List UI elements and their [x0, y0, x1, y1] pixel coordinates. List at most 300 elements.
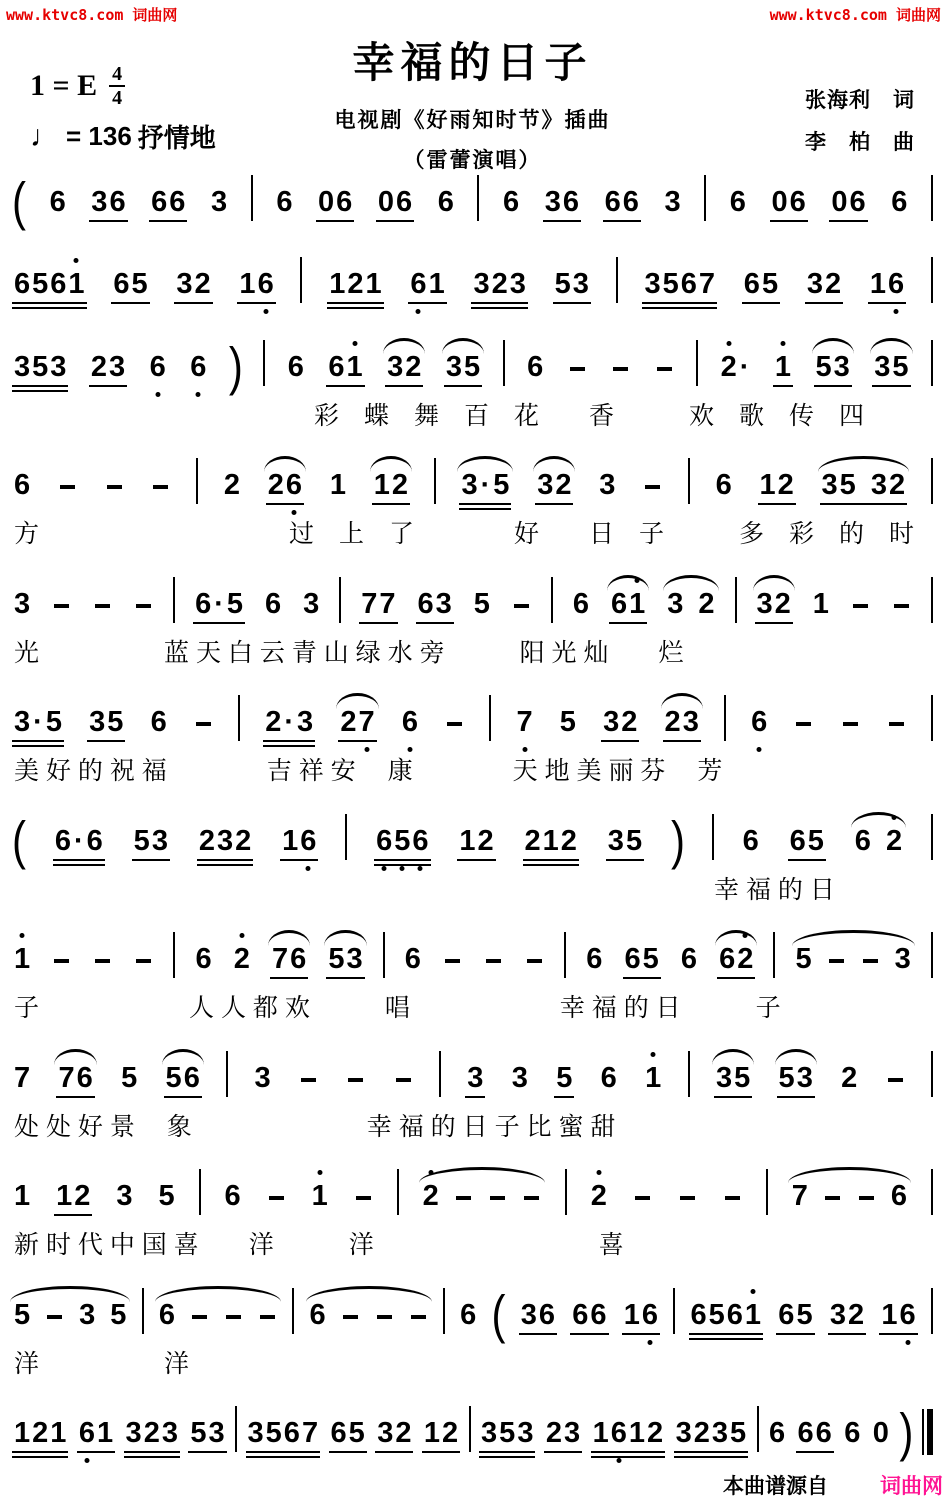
note-digit: 6 [54, 824, 71, 857]
octave-dot-above [20, 933, 25, 938]
barline [931, 1288, 933, 1334]
lyric-line: 洋 洋 [14, 1349, 190, 1378]
barline [704, 175, 706, 221]
note-group [308, 1285, 430, 1346]
note-digit: 2 [90, 350, 108, 383]
note-digit: 6 [195, 943, 212, 976]
beam-line [523, 864, 579, 866]
note-group [603, 172, 641, 233]
beam-line [149, 220, 187, 222]
note-group [274, 172, 294, 233]
duration-dash [54, 604, 69, 608]
barline [345, 814, 347, 860]
octave-dot-above [726, 341, 731, 346]
note-digit: 2 [647, 1416, 664, 1449]
note-group [114, 1166, 134, 1227]
note-digit: 6 [401, 708, 419, 737]
note-digit: 3 [796, 1061, 813, 1094]
barline [931, 932, 933, 978]
note-chars [604, 188, 640, 217]
note-digit: 7 [515, 708, 533, 737]
note-digit: 6 [49, 186, 66, 218]
note-group [132, 588, 155, 635]
note-chars [511, 1061, 529, 1094]
score-system-9 [8, 1048, 937, 1145]
note-group [327, 254, 383, 315]
note-chars [327, 945, 363, 974]
barline [292, 1288, 294, 1334]
note-chars [843, 1416, 861, 1449]
note-chars [821, 471, 907, 500]
octave-dot-below [84, 1458, 89, 1463]
lyric-line: 彩 蝶 舞 百 花 香 欢 歌 传 四 [14, 401, 865, 430]
beam-line [622, 1333, 660, 1335]
duration-dash [524, 1196, 539, 1200]
time-signature [109, 64, 125, 108]
note-group [188, 1403, 226, 1464]
note-digit: 2 [555, 469, 572, 502]
note-group [773, 337, 793, 398]
note-digit: 3 [829, 1298, 846, 1331]
note-digit: 6 [14, 268, 31, 301]
note-digit: 5 [892, 350, 909, 383]
note-group [280, 811, 318, 872]
duration-dash [843, 722, 858, 726]
note-digit: 6 [572, 1298, 589, 1331]
note-chars [729, 188, 747, 217]
note-digit: 5 [796, 1298, 813, 1331]
note-digit: 7 [271, 943, 289, 976]
note-chars [520, 1298, 556, 1331]
note-chars [610, 367, 631, 382]
note-digit: 6 [726, 1298, 743, 1331]
note-chars [663, 188, 681, 217]
note-chars [13, 708, 63, 737]
note-chars [643, 270, 716, 299]
note-chars [345, 1078, 366, 1093]
beam-line [329, 1451, 367, 1453]
note-digit: 2 [265, 706, 282, 739]
duration-dash [196, 722, 211, 726]
note-group [523, 811, 579, 872]
barline [931, 1051, 933, 1097]
note-digit: 6 [150, 706, 167, 739]
note-chars [869, 270, 905, 299]
note-digit: 2 [395, 1416, 412, 1449]
note-digit: 7 [791, 1180, 808, 1213]
duration-dash [796, 722, 811, 726]
note-chars [247, 1416, 320, 1449]
note-group [776, 1285, 814, 1346]
note-chars [806, 270, 842, 299]
beam-line [359, 622, 397, 624]
note-chars [524, 824, 578, 857]
barline [434, 458, 436, 504]
duration-dash [514, 604, 529, 608]
duration-dash [260, 1315, 275, 1319]
note-group [829, 172, 867, 233]
note-chars [327, 350, 363, 383]
note-chars [830, 188, 866, 217]
note-digit: 5 [708, 1298, 725, 1331]
note-group [889, 172, 909, 233]
key-tempo-block [30, 64, 216, 155]
note-group [662, 172, 682, 233]
beam-line [326, 385, 364, 387]
note-digit: 3 [517, 1416, 534, 1449]
note-group [12, 574, 32, 635]
duration-dash [153, 485, 168, 489]
note-group [519, 1285, 557, 1346]
note-group [53, 811, 105, 872]
note-digit: 2 [698, 587, 715, 620]
note-group [479, 1403, 535, 1464]
note-chars [742, 824, 760, 857]
note-digit: 6 [287, 350, 304, 383]
note-group [676, 1180, 699, 1227]
octave-dot-below [400, 866, 405, 871]
open-paren: ( [491, 1284, 506, 1344]
note-group [566, 351, 589, 398]
note-chars [353, 1196, 374, 1211]
note-digit: 1 [311, 1182, 329, 1211]
duration-dash [107, 485, 122, 489]
note-digit: 5 [807, 824, 824, 857]
note-digit: 2 [405, 350, 422, 383]
octave-dot-below [155, 392, 160, 397]
note-digit: 5 [45, 706, 62, 739]
note-group [458, 1285, 478, 1346]
song-subtitle: 电视剧《好雨知时节》插曲 [334, 109, 611, 132]
note-digit: 6 [151, 186, 168, 218]
barline [931, 257, 933, 303]
note-digit: 6 [750, 708, 768, 737]
note-digit: 1 [14, 1180, 31, 1213]
beam-line [12, 745, 64, 747]
note-digit: 1 [623, 1298, 640, 1331]
note-group [482, 943, 505, 990]
duration-dash [570, 367, 585, 371]
note-chars [275, 188, 293, 217]
note-group [403, 929, 423, 990]
note-digit: 6 [437, 186, 454, 218]
note-digit: 3 [833, 350, 850, 383]
tempo-value: = 136 [66, 121, 132, 151]
note-digit: 6 [404, 943, 421, 976]
note-digit: 3 [435, 587, 452, 620]
note-digit: 6 [622, 186, 639, 218]
octave-dot-below [382, 866, 387, 871]
note-chars [401, 708, 419, 737]
note-group [689, 1285, 764, 1346]
barline [673, 1288, 675, 1334]
note-digit: 1 [869, 268, 887, 301]
note-digit: 3 [125, 1416, 142, 1449]
note-group [653, 351, 676, 398]
barline [263, 340, 265, 386]
beam-line [385, 385, 423, 387]
beam-line [828, 1333, 866, 1335]
augmentation-dot: · [284, 706, 295, 739]
score-body [8, 172, 937, 1464]
note-chars [680, 945, 698, 974]
beam-line [87, 740, 125, 742]
note-digit: 2 [143, 1416, 160, 1449]
note-digit: 6 [797, 1416, 814, 1449]
note-digit: 6 [572, 587, 589, 620]
note-digit: 3 [467, 1061, 484, 1094]
note-digit: 3 [151, 824, 168, 857]
note-group [91, 943, 114, 990]
duration-dash [527, 959, 542, 963]
barline [724, 695, 726, 741]
note-chars [13, 350, 67, 383]
note-digit: 2 [693, 1416, 710, 1449]
note-chars [13, 1061, 31, 1094]
score-system-8 [8, 929, 937, 1026]
note-digit: 0 [831, 186, 848, 218]
beam-line [316, 220, 354, 222]
final-barline [922, 1409, 933, 1455]
score-system-3 [8, 337, 937, 434]
note-chars [13, 1416, 67, 1449]
note-group [12, 254, 87, 315]
note-chars [872, 1416, 890, 1449]
note-chars [233, 945, 251, 974]
score-system-12 [8, 1403, 937, 1464]
note-chars [445, 350, 481, 383]
note-chars [92, 959, 113, 974]
note-digit: 5 [226, 587, 244, 620]
note-chars [210, 188, 228, 217]
note-digit: 6 [624, 943, 641, 976]
note-digit: 3 [894, 943, 911, 976]
beam-line [164, 1096, 202, 1098]
note-chars [422, 1182, 542, 1211]
barline [226, 1051, 228, 1097]
note-chars [815, 350, 851, 383]
note-group [665, 574, 716, 635]
note-chars [13, 270, 86, 299]
note-chars [194, 587, 244, 620]
note-chars [13, 1182, 31, 1211]
note-chars [90, 350, 126, 383]
barline [616, 257, 618, 303]
beam-line [773, 385, 793, 387]
composer-credit: 李 柏 曲 [805, 131, 915, 154]
note-group [749, 692, 769, 753]
note-digit: 1 [644, 1064, 662, 1093]
key-signature [30, 64, 216, 108]
octave-dot-above [352, 341, 357, 346]
note-chars [158, 1298, 278, 1331]
beam-line [814, 385, 852, 387]
note-digit: 3 [176, 268, 193, 301]
beam-line [246, 1456, 321, 1458]
note-digit: 6 [417, 587, 434, 620]
credits-block [805, 80, 915, 164]
barline [503, 340, 505, 386]
note-chars [223, 471, 241, 500]
note-digit: 5 [158, 1180, 175, 1213]
beam-line [193, 622, 245, 624]
duration-dash [829, 959, 844, 963]
note-digit: 6 [411, 827, 429, 856]
note-digit: 1 [329, 469, 346, 502]
barline [397, 1169, 399, 1215]
note-chars [526, 350, 544, 383]
note-group [441, 943, 464, 990]
beam-line [12, 1456, 68, 1458]
note-chars [812, 587, 830, 620]
beam-line [263, 740, 315, 742]
augmentation-dot: · [33, 706, 43, 739]
beam-line [375, 1451, 413, 1453]
beam-line [416, 622, 454, 624]
note-digit: 5 [190, 1416, 207, 1449]
note-digit: 3 [216, 824, 234, 857]
beam-line [829, 220, 867, 222]
note-chars [590, 1182, 608, 1211]
note-group [674, 1403, 749, 1464]
note-digit: 2 [720, 353, 738, 382]
note-digit: 5 [131, 268, 148, 301]
barline [773, 932, 775, 978]
octave-dot-below [905, 1340, 910, 1345]
note-chars [644, 1061, 662, 1094]
octave-dot-below [306, 866, 311, 871]
lyric-line: 子 人 人 都 欢 唱 幸 福 的 日 子 [14, 994, 781, 1023]
beam-line [408, 302, 446, 304]
note-chars [880, 1298, 916, 1331]
note-group [310, 1166, 330, 1227]
beam-line [422, 1451, 460, 1453]
beam-line [523, 859, 579, 861]
duration-dash [613, 367, 628, 371]
note-chars [642, 485, 663, 500]
note-chars [115, 1182, 133, 1211]
note-digit: 6 [715, 469, 732, 502]
note-chars [442, 959, 463, 974]
note-group [392, 1062, 415, 1109]
beam-line [338, 740, 376, 742]
note-digit: 0 [771, 186, 788, 218]
beam-line [280, 859, 318, 861]
beam-line [246, 1451, 321, 1453]
note-group [554, 1048, 574, 1109]
note-digit: 3 [91, 186, 108, 218]
octave-dot-below [647, 1340, 652, 1345]
note-chars [339, 708, 375, 737]
beam-line [788, 859, 826, 861]
note-chars [266, 1196, 287, 1211]
note-group [328, 455, 348, 516]
note-digit: 1 [67, 270, 85, 299]
note-digit: 2 [545, 1416, 563, 1449]
note-chars [150, 485, 171, 500]
note-group [316, 172, 354, 233]
note-group [890, 588, 913, 635]
note-chars [57, 1061, 93, 1094]
note-chars [281, 824, 317, 857]
note-chars [607, 824, 643, 857]
note-group [374, 811, 430, 872]
note-digit: 3 [89, 706, 106, 739]
note-digit: 3 [254, 1061, 271, 1094]
note-digit: 6 [169, 186, 186, 218]
note-chars [417, 587, 453, 620]
beam-line [174, 302, 212, 304]
note-chars [555, 1061, 573, 1094]
note-digit: 1 [628, 590, 646, 619]
beam-line [53, 864, 105, 866]
note-chars [149, 350, 167, 383]
note-chars [677, 1196, 698, 1211]
note-chars [718, 945, 754, 974]
note-digit: 6 [330, 1416, 347, 1449]
note-digit: 7 [361, 587, 378, 620]
duration-dash [411, 1315, 426, 1319]
note-group [54, 1166, 92, 1227]
lyric-line: 幸 福 的 日 [14, 875, 835, 904]
note-chars [466, 1061, 484, 1094]
beam-line [12, 307, 87, 309]
note-chars [125, 1416, 179, 1449]
beam-line [197, 864, 253, 866]
note-digit: 5 [625, 824, 643, 857]
barline [251, 175, 253, 221]
note-group [642, 254, 717, 315]
note-chars [330, 1416, 366, 1449]
note-chars [195, 945, 213, 974]
octave-dot-below [364, 747, 369, 752]
duration-dash [859, 1196, 874, 1200]
note-chars [54, 824, 104, 857]
open-paren: ( [12, 810, 26, 870]
note-chars [592, 1416, 665, 1449]
note-digit: 3 [473, 268, 490, 301]
note-group [237, 254, 275, 315]
augmentation-dot: · [214, 587, 224, 620]
note-digit: 1 [881, 1298, 898, 1331]
note-chars [175, 270, 211, 299]
note-chars [57, 485, 78, 500]
duration-dash [445, 959, 460, 963]
time-signature-top: 4 [112, 63, 123, 85]
note-group [12, 337, 68, 398]
watermark-right: www.ktvc8.com 词曲网 [769, 6, 941, 24]
note-digit: 1 [774, 353, 792, 382]
score-system-1 [8, 172, 937, 233]
note-chars [253, 1061, 271, 1094]
tempo-marking [30, 118, 216, 155]
note-digit: 6 [586, 943, 603, 976]
note-group [209, 172, 229, 233]
beam-line [535, 503, 573, 505]
note-group [814, 337, 852, 398]
note-digit: 3 [297, 706, 314, 739]
beam-line [374, 864, 430, 866]
note-digit: 5 [778, 1061, 795, 1094]
beam-line [471, 302, 527, 304]
beam-line [879, 1333, 917, 1335]
note-digit: 3 [116, 1180, 133, 1213]
note-group [777, 1048, 815, 1109]
note-digit: 2 [590, 1182, 608, 1211]
note-digit: 2 [664, 706, 681, 739]
duration-dash [456, 1196, 471, 1200]
note-digit: 3 [346, 943, 363, 976]
